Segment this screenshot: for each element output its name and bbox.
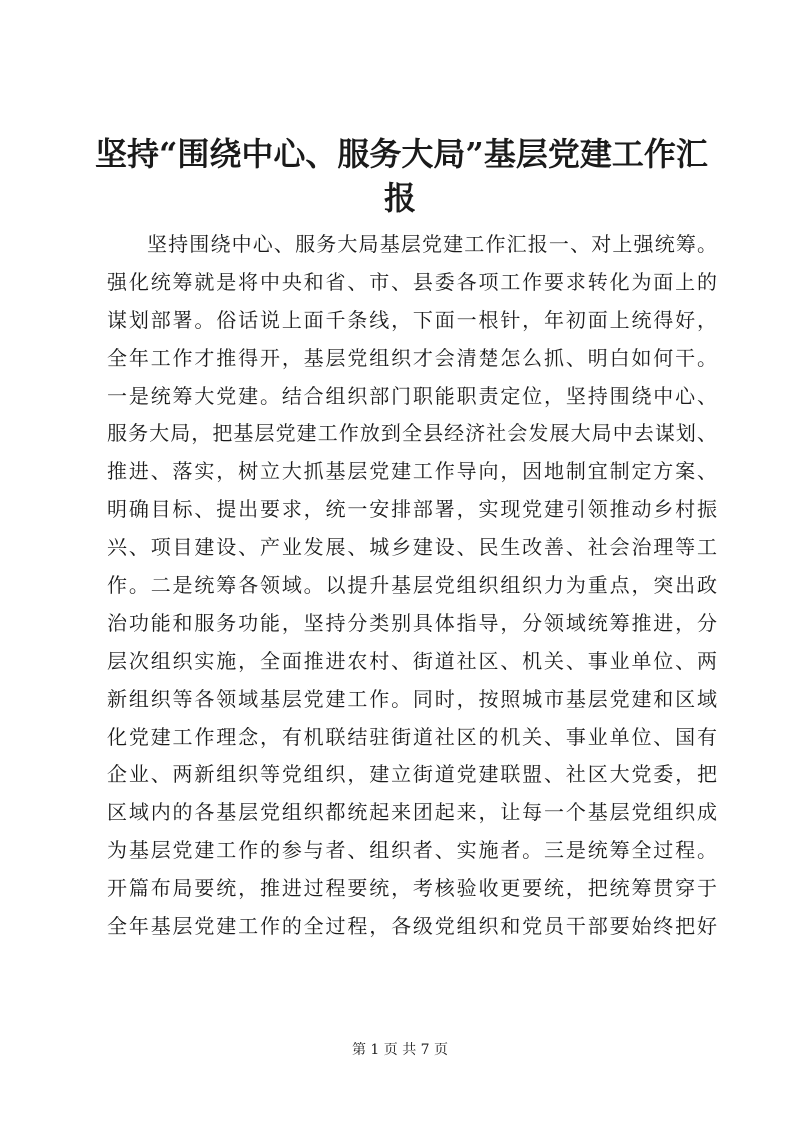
body-line-2: 强化统筹就是将中央和省、市、县委各项工作要求转化为面上的 bbox=[107, 269, 717, 294]
body-line-4: 全年工作才推得开，基层党组织才会清楚怎么抓、明白如何干。 bbox=[107, 345, 717, 370]
body-line-15: 企业、两新组织等党组织，建立街道党建联盟、社区大党委，把 bbox=[107, 762, 717, 787]
body-line-12: 层次组织实施，全面推进农村、街道社区、机关、事业单位、两 bbox=[107, 648, 717, 673]
body-line-6: 服务大局，把基层党建工作放到全县经济社会发展大局中去谋划、 bbox=[107, 421, 717, 446]
document-title bbox=[95, 132, 708, 220]
body-line-18: 开篇布局要统，推进过程要统，考核验收更要统，把统筹贯穿于 bbox=[107, 876, 717, 901]
title-line-2: 报 bbox=[383, 179, 416, 217]
body-line-19: 全年基层党建工作的全过程，各级党组织和党员干部要始终把好 bbox=[107, 914, 717, 939]
body-line-10: 作。二是统筹各领域。以提升基层党组织组织力为重点，突出政 bbox=[107, 573, 717, 598]
body-line-1: 坚持围绕中心、服务大局基层党建工作汇报一、对上强统筹。 bbox=[147, 232, 717, 256]
page-footer: 第 1 页 共 7 页 bbox=[351, 1042, 449, 1058]
body-line-11: 治功能和服务功能，坚持分类别具体指导，分领域统筹推进，分 bbox=[107, 610, 717, 635]
body-line-3: 谋划部署。俗话说上面千条线，下面一根针，年初面上统得好， bbox=[107, 307, 717, 332]
body-line-13: 新组织等各领域基层党建工作。同时，按照城市基层党建和区域 bbox=[107, 686, 717, 711]
body-line-17: 为基层党建工作的参与者、组织者、实施者。三是统筹全过程。 bbox=[107, 838, 717, 863]
body-line-8: 明确目标、提出要求，统一安排部署，实现党建引领推动乡村振 bbox=[107, 497, 717, 522]
body-line-14: 化党建工作理念，有机联结驻街道社区的机关、事业单位、国有 bbox=[107, 724, 717, 749]
body-line-9: 兴、项目建设、产业发展、城乡建设、民生改善、社会治理等工 bbox=[107, 535, 717, 560]
title-line-1: 坚持“围绕中心、服务大局”基层党建工作汇 bbox=[95, 135, 708, 173]
body-line-16: 区域内的各基层党组织都统起来团起来，让每一个基层党组织成 bbox=[107, 800, 717, 825]
body-line-7: 推进、落实，树立大抓基层党建工作导向，因地制宜制定方案、 bbox=[107, 459, 717, 484]
document-body bbox=[107, 226, 717, 946]
body-line-5: 一是统筹大党建。结合组织部门职能职责定位，坚持围绕中心、 bbox=[107, 383, 717, 408]
